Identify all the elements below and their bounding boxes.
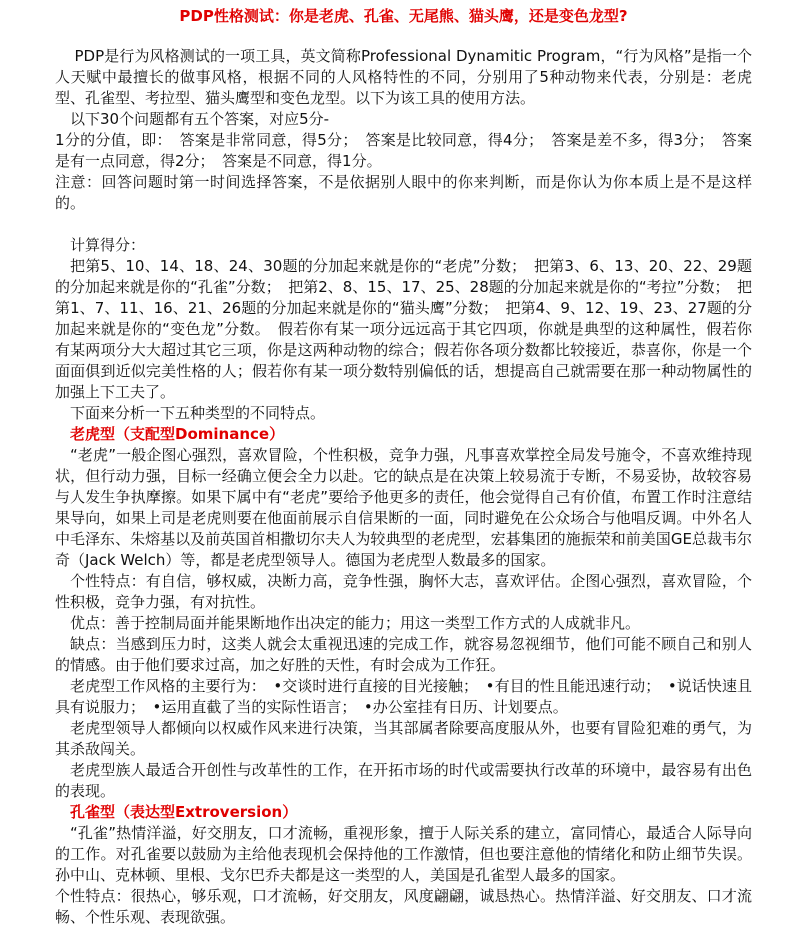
tiger-pros: 优点：善于控制局面并能果断地作出决定的能力；用这一类型工作方式的人成就非凡。 [70,614,641,632]
tiger-section-heading: 老虎型（支配型Dominance） [70,425,285,443]
intro-attention-note: 注意：回答问题时第一时间选择答案，不是依据别人眼中的你来判断，而是你认为你本质上是不是这样的。 [55,173,752,212]
intro-score-values: 1分的分值，即： 答案是非常同意，得5分； 答案是比较同意，得4分； 答案是差不多，得3分； 答案是有一点同意，得2分； 答案是不同意，得1分。 [55,131,752,170]
tiger-suitable-work: 老虎型族人最适合开创性与改革性的工作，在开拓市场的时代或需要执行改革的环境中，最容易有出色的表现。 [55,761,752,800]
types-intro-line: 下面来分析一下五种类型的不同特点。 [70,404,326,422]
tiger-description: “老虎”一般企图心强烈，喜欢冒险，个性积极，竞争力强，凡事喜欢掌控全局发号施令，不喜欢维持现状，但行动力强，目标一经确立便会全力以赴。它的缺点是在决策上较易流于专断，不易妥协，故较容易与人发生争执摩擦。如果下属中有“老虎”要给予他更多的责任，他会觉得自己有价值，布置工作时注意结果导向，如果上司是老虎则要在他面前展示自信果断的一面，同时避免在公众场合与他唱反调。中外名人中毛泽东、朱熔基以及前英国首相撒切尔夫人为较典型的老虎型，宏碁集团的施振荣和前美国GE总裁韦尔奇（Jack Welch）等，都是老虎型领导人。德国为老虎型人数最多的国家。 [55,446,752,569]
peacock-section-heading: 孔雀型（表达型Extroversion） [70,803,298,821]
scoring-label: 计算得分： [70,236,146,254]
blank-line [55,214,752,235]
peacock-traits: 个性特点：很热心，够乐观，口才流畅，好交朋友，风度翩翩，诚恳热心。热情洋溢、好交朋友、口才流畅、个性乐观、表现欲强。 [55,887,752,926]
tiger-traits: 个性特点：有自信，够权威，决断力高，竞争性强，胸怀大志，喜欢评估。企图心强烈，喜欢冒险，个性积极，竞争力强，有对抗性。 [55,572,752,611]
document-title: PDP性格测试：你是老虎、孔雀、无尾熊、猫头鹰，还是变色龙型? [179,7,628,25]
tiger-behaviors: 老虎型工作风格的主要行为： •交谈时进行直接的目光接触； •有目的性且能迅速行动； •说话快速且具有说服力； •运用直截了当的实际性语言； •办公室挂有日历、计划要点。 [55,677,752,716]
intro-paragraph: PDP是行为风格测试的一项工具，英文简称Professional Dynamitic Program，“行为风格”是指一个人天赋中最擅长的做事风格，根据不同的人风格特性的不同，分别用了5种动物来代表，分别是：老虎型、孔雀型、考拉型、猫头鹰型和变色龙型。以下为该工具的使用方法。 [55,47,752,107]
tiger-cons: 缺点：当感到压力时，这类人就会太重视迅速的完成工作，就容易忽视细节，他们可能不顾自己和别人的情感。由于他们要求过高，加之好胜的天性，有时会成为工作狂。 [55,635,752,674]
intro-answers-note: 以下30个问题都有五个答案，对应5分- [70,110,330,128]
peacock-description: “孔雀”热情洋溢，好交朋友，口才流畅，重视形象，擅于人际关系的建立，富同情心，最适合人际导向的工作。对孔雀要以鼓励为主给他表现机会保持他的工作激情，但也要注意他的情绪化和防止细节失误。孙中山、克林顿、里根、戈尔巴乔夫都是这一类型的人，美国是孔雀型人最多的国家。 [55,824,752,884]
tiger-leadership: 老虎型领导人都倾向以权威作风来进行决策，当其部属者除要高度服从外，也要有冒险犯难的勇气，为其杀敌闯关。 [55,719,752,758]
scoring-paragraph: 把第5、10、14、18、24、30题的分加起来就是你的“老虎”分数； 把第3、6、13、20、22、29题的分加起来就是你的“孔雀”分数； 把第2、8、15、17、25、28题的分加起来就是你的“考拉”分数； 把第1、7、11、16、21、26题的分加起来就是你的“猫头鹰”分数； 把第4、9、12、19、23、27题的分加起来就是你的“变色龙”分数。 假若你有某一项分远远高于其它四项，你就是典型的这种属性，假若你有某两项分大大超过其它三项，你是这两种动物的综合；假若你各项分数都比较接近，恭喜你，你是一个面面俱到近似完美性格的人；假若你有某一项分数特别偏低的话，想提高自己就需要在那一种动物属性的加强上下工夫了。 [55,257,752,401]
